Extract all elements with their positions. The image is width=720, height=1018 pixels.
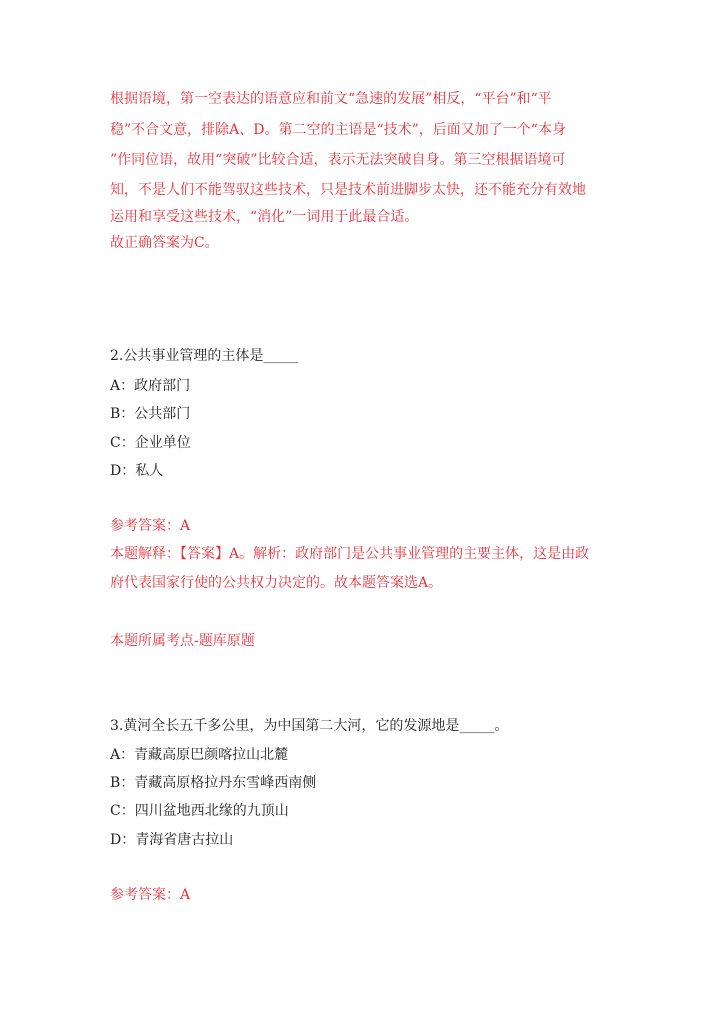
- option-d: D：青海省唐古拉山: [110, 832, 234, 848]
- topic-label: 本题所属考点-题库原题: [110, 633, 255, 649]
- explanation-line: 知，不是人们不能驾驭这些技术，只是技术前进脚步太快，还不能充分有效地: [110, 182, 586, 198]
- option-a: A：青藏高原巴颜喀拉山北麓: [110, 747, 289, 763]
- reference-answer: 参考答案：A: [110, 518, 191, 534]
- explanation-line: 稳”不合文意，排除A、D。第二空的主语是“技术”，后面又加了一个“本身: [110, 122, 566, 138]
- option-c: C：企业单位: [110, 435, 191, 451]
- question-stem: 2.公共事业管理的主体是_____: [110, 348, 299, 364]
- correct-answer-line: 故正确答案为C。: [110, 235, 219, 251]
- option-b: B：公共部门: [110, 406, 191, 422]
- answer-explanation-line: 本题解释：【答案】A。解析：政府部门是公共事业管理的主要主体，这是由政: [110, 546, 590, 562]
- explanation-line: 根据语境，第一空表达的语意应和前文“急速的发展”相反，“平台”和“平: [110, 91, 552, 107]
- option-b: B：青藏高原格拉丹东雪峰西南侧: [110, 775, 317, 791]
- explanation-line: ”作同位语，故用“突破”比较合适，表示无法突破自身。第三空根据语境可: [110, 152, 566, 168]
- reference-answer: 参考答案：A: [110, 887, 191, 903]
- explanation-line: 运用和享受这些技术，“消化”一词用于此最合适。: [110, 209, 419, 225]
- option-d: D：私人: [110, 463, 164, 479]
- question-stem: 3.黄河全长五千多公里，为中国第二大河，它的发源地是_____。: [110, 718, 509, 734]
- answer-explanation-line: 府代表国家行使的公共权力决定的。故本题答案选A。: [110, 575, 443, 591]
- option-a: A：政府部门: [110, 378, 191, 394]
- option-c: C：四川盆地西北缘的九顶山: [110, 803, 289, 819]
